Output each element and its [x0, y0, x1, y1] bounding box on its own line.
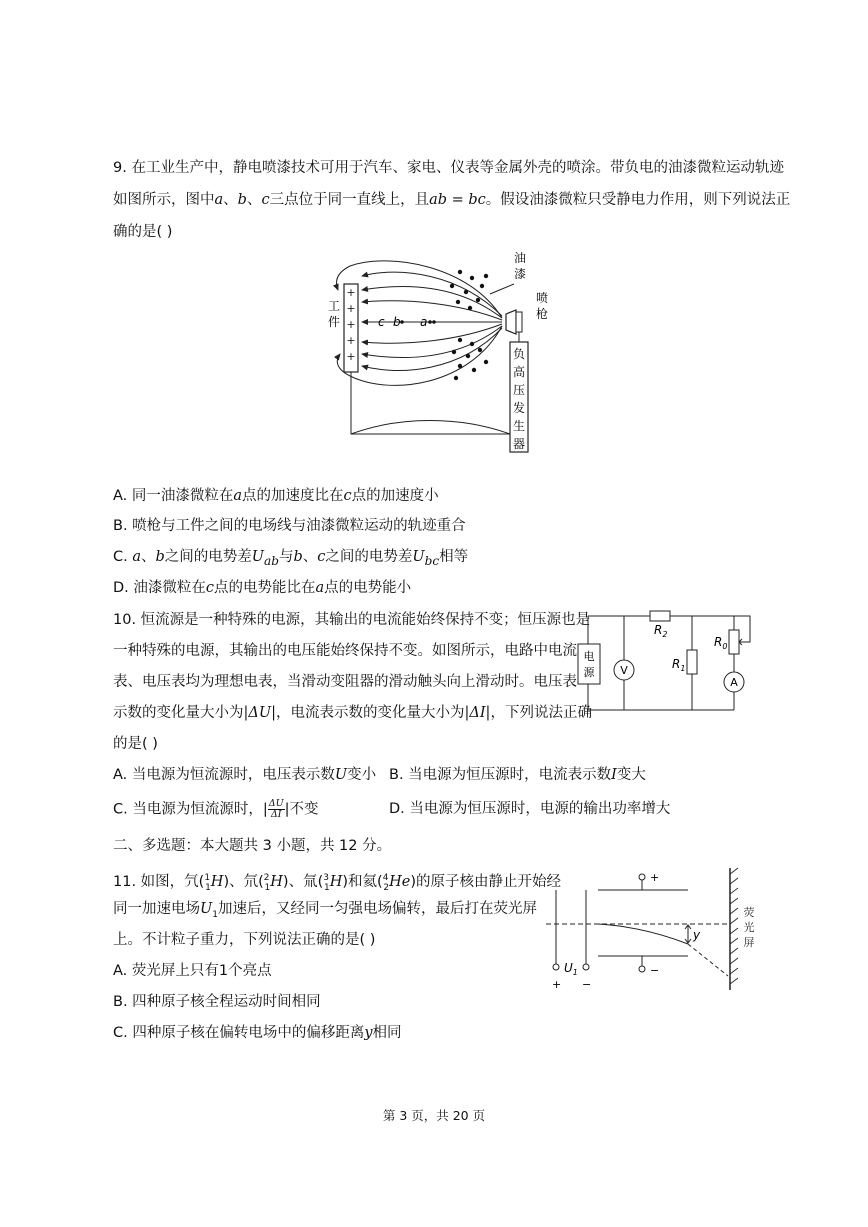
point-a: a [420, 315, 428, 329]
q11-stem-line1: 11. 如图，氕($^1_1$H)、氘($^2_1$H)、氚($^3_1$H)和氦($^4_2$He)的原子核由静止开始经 [113, 873, 562, 893]
svg-text:屏: 屏 [743, 936, 755, 949]
q11-stem-line3: 上。不计粒子重力，下列说法正确的是( ) [113, 932, 376, 948]
plus-sign: + [346, 318, 356, 331]
q11-option-a[interactable]: A. 荧光屏上只有1个亮点 [113, 963, 272, 979]
q9-stem-line3: 确的是( ) [113, 224, 173, 240]
source-label-1: 电 [583, 650, 595, 663]
r1-label: $R_1$ [672, 657, 686, 673]
q11-stem-line2: 同一加速电场$U_1$加速后，又经同一匀强电场偏转，最后打在荧光屏 [113, 901, 537, 920]
q11-option-c[interactable]: C. 四种原子核在偏转电场中的偏移距离y相同 [113, 1025, 402, 1041]
q10-stem-line2: 一种特殊的电源，其输出的电压能始终保持不变。如图所示，电路中电流 [113, 643, 577, 659]
q10-stem-line5: 的是( ) [113, 736, 158, 752]
q9-option-b[interactable]: B. 喷枪与工件之间的电场线与油漆微粒运动的轨迹重合 [113, 518, 466, 534]
svg-text:光: 光 [743, 921, 755, 934]
plus-terminal: + [650, 871, 660, 884]
svg-text:压: 压 [512, 383, 526, 397]
point-c: c [378, 315, 385, 329]
svg-text:发: 发 [512, 401, 526, 415]
minus-terminal: − [582, 978, 592, 991]
workpiece-label-1: 工 [327, 299, 341, 313]
delta-fraction: $\frac{\Delta U}{\Delta I}$ [268, 798, 284, 820]
source-label-2: 源 [583, 666, 595, 679]
section-heading: 二、多选题：本大题共 3 小题，共 12 分。 [113, 838, 392, 854]
svg-text:器: 器 [512, 437, 526, 451]
q9-stem-line2: 如图所示，图中a、b、c三点位于同一直线上，且ab = bc。假设油漆微粒只受静电力作用，则下列说法正 [113, 192, 791, 208]
q10-figure-circuit [574, 606, 774, 718]
q10-option-c[interactable]: C. 当电源为恒流源时，| $\frac{\Delta U}{\Delta I}$ |不变 [113, 798, 319, 820]
plus-terminal: + [552, 978, 562, 991]
q9-stem-line1: 9. 在工业生产中，静电喷漆技术可用于汽车、家电、仪表等金属外壳的喷涂。带负电的油漆微粒运动轨迹 [113, 160, 784, 176]
q9-option-d[interactable]: D. 油漆微粒在c点的电势能比在a点的电势能小 [113, 580, 412, 596]
q11-figure-deflection [542, 866, 764, 992]
q10-stem-line4: 示数的变化量大小为|ΔU|，电流表示数的变化量大小为|ΔI|，下列说法正确 [113, 705, 592, 721]
plus-sign: + [346, 286, 356, 299]
paint-label-2: 漆 [513, 267, 527, 281]
ammeter-icon: A [730, 676, 738, 689]
plus-sign: + [346, 350, 356, 363]
voltmeter-icon: V [620, 664, 628, 677]
plus-sign: + [346, 334, 356, 347]
q11-option-b[interactable]: B. 四种原子核全程运动时间相同 [113, 994, 321, 1010]
q10-stem-line1: 10. 恒流源是一种特殊的电源，其输出的电流能始终保持不变；恒压源也是 [113, 612, 591, 628]
gun-label-1: 喷 [535, 291, 549, 305]
y-label: y [693, 928, 701, 942]
q9-option-c[interactable]: C. a、b之间的电势差$U_{ab}$与b、c之间的电势差$U_{bc}$相等 [113, 549, 469, 568]
plus-sign: + [346, 302, 356, 315]
q9-figure-spray-painting [310, 246, 550, 456]
u1-label: $U_1$ [564, 961, 578, 977]
paint-label-1: 油 [513, 251, 527, 265]
svg-text:高: 高 [512, 365, 526, 379]
page-footer: 第 3 页，共 20 页 [382, 1108, 486, 1123]
r0-label: $R_0$ [714, 635, 728, 651]
q10-stem-line3: 表、电压表均为理想电表，当滑动变阻器的滑动触头向上滑动时。电压表 [113, 674, 577, 690]
svg-text:生: 生 [512, 419, 526, 433]
q9-option-a[interactable]: A. 同一油漆微粒在a点的加速度比在c点的加速度小 [113, 488, 439, 504]
generator-label: 负 [512, 347, 526, 361]
q10-option-b[interactable]: B. 当电源为恒压源时，电流表示数I变大 [389, 767, 646, 783]
q10-option-a[interactable]: A. 当电源为恒流源时，电压表示数U变小 [113, 767, 377, 783]
point-b: b [393, 315, 401, 329]
minus-terminal: − [650, 964, 660, 977]
workpiece-label-2: 件 [327, 315, 341, 329]
r2-label: $R_2$ [654, 623, 668, 639]
screen-label: 荧 [743, 906, 755, 919]
gun-label-2: 枪 [535, 307, 549, 321]
q10-option-d[interactable]: D. 当电源为恒压源时，电源的输出功率增大 [389, 801, 671, 817]
